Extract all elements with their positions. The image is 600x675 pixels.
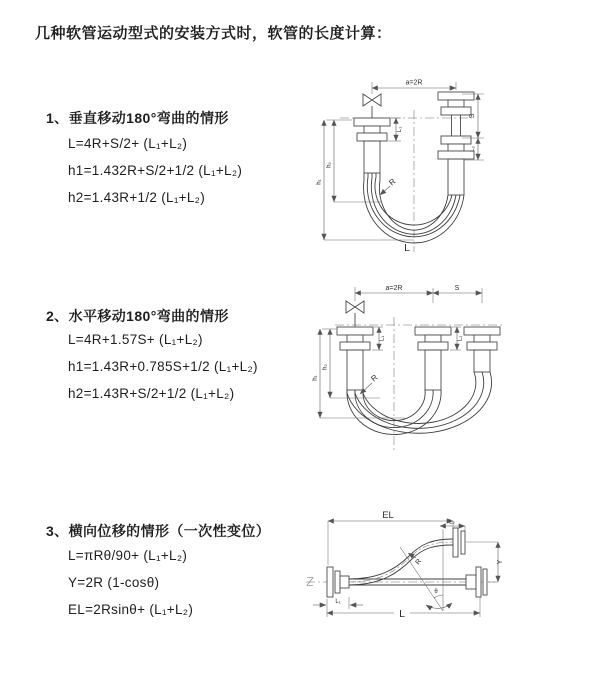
dim-label-l1: L₁ [379, 335, 386, 342]
hose-curves [347, 372, 492, 435]
dim-label-s: S [454, 284, 460, 292]
formula-line: L=4R+1.57S+ (L₁+L₂) [68, 332, 203, 347]
diagram-horizontal-180-bend [310, 283, 600, 455]
dim-l1 [372, 327, 386, 350]
dim-l1 [313, 597, 363, 609]
dim-label-l2: L₂ [457, 335, 464, 342]
right-flange [464, 288, 500, 350]
dim-label-h2: h₂ [322, 364, 329, 370]
formula-line: h2=1.43R+1/2 (L₁+L₂) [68, 190, 206, 205]
dim-span [372, 80, 456, 91]
radius-label: R [369, 372, 380, 384]
left-flange [354, 118, 390, 141]
formula-line: h2=1.43R+S/2+1/2 (L₁+L₂) [68, 386, 235, 401]
formula-line: EL=2Rsinθ+ (L₁+L₂) [68, 602, 194, 617]
dim-label-s: S [469, 113, 476, 119]
left-hose-braid [364, 141, 380, 173]
section-3-heading: 3、横向位移的情形（一次性变位） [46, 523, 271, 539]
dim-label-l2: L₂ [470, 146, 476, 152]
radius-label: R [414, 557, 424, 567]
right-flange-displaced [453, 528, 465, 557]
formula-line: h1=1.432R+S/2+1/2 (L₁+L₂) [68, 163, 243, 178]
formula-line: L=πRθ/90+ (L₁+L₂) [68, 548, 188, 563]
construction-lines [400, 529, 443, 611]
dim-label-span: a=2R [385, 284, 403, 292]
curved-hose-displaced [349, 539, 453, 585]
formula-line: h1=1.43R+0.785S+1/2 (L₁+L₂) [68, 359, 258, 374]
section-1-heading: 1、垂直移动180°弯曲的情形 [46, 110, 229, 126]
length-label: L [404, 242, 410, 254]
dim-label-h1: h₁ [312, 375, 319, 381]
dim-span [355, 285, 433, 293]
centerline-symbol [307, 578, 313, 586]
section-2-heading: 2、水平移动180°弯曲的情形 [46, 308, 229, 324]
dim-l2 [450, 327, 464, 350]
dim-label-l1: L₁ [397, 126, 403, 133]
dim-label-span: a=2R [405, 79, 423, 87]
dim-label-l: L [399, 608, 405, 620]
valve-icon [363, 82, 381, 118]
angle-label: θ [434, 589, 438, 595]
radius-label: R [387, 176, 398, 188]
dim-s [462, 94, 484, 138]
dim-label-h2: h₂ [326, 162, 333, 168]
middle-flange [415, 288, 451, 350]
formula-line: Y=2R (1-cosθ) [68, 575, 160, 590]
diagram-vertical-180-bend [310, 70, 600, 255]
dim-s [433, 285, 482, 293]
radius-callout [380, 177, 398, 195]
diagram-lateral-displacement [300, 505, 595, 650]
centerlines [340, 110, 472, 252]
dim-label-l2: L₂ [449, 519, 455, 526]
dim-label-l1: L₁ [335, 599, 341, 605]
left-flange [327, 567, 349, 597]
dim-label-h1: h₁ [316, 179, 323, 185]
left-flange [337, 327, 373, 350]
formula-line: L=4R+S/2+ (L₁+L₂) [68, 136, 188, 151]
dim-label-el: EL [382, 510, 394, 521]
page-title: 几种软管运动型式的安装方式时，软管的长度计算： [35, 25, 392, 42]
right-hose-braid [474, 350, 490, 372]
dim-label-y: Y [497, 559, 504, 565]
dim-el [328, 510, 453, 565]
dim-l [327, 597, 480, 620]
right-flange-original [466, 567, 487, 597]
right-flange-lower [438, 136, 474, 159]
right-hose-braid [448, 159, 464, 195]
left-hose-braid [347, 350, 363, 390]
middle-hose-braid [425, 350, 441, 390]
